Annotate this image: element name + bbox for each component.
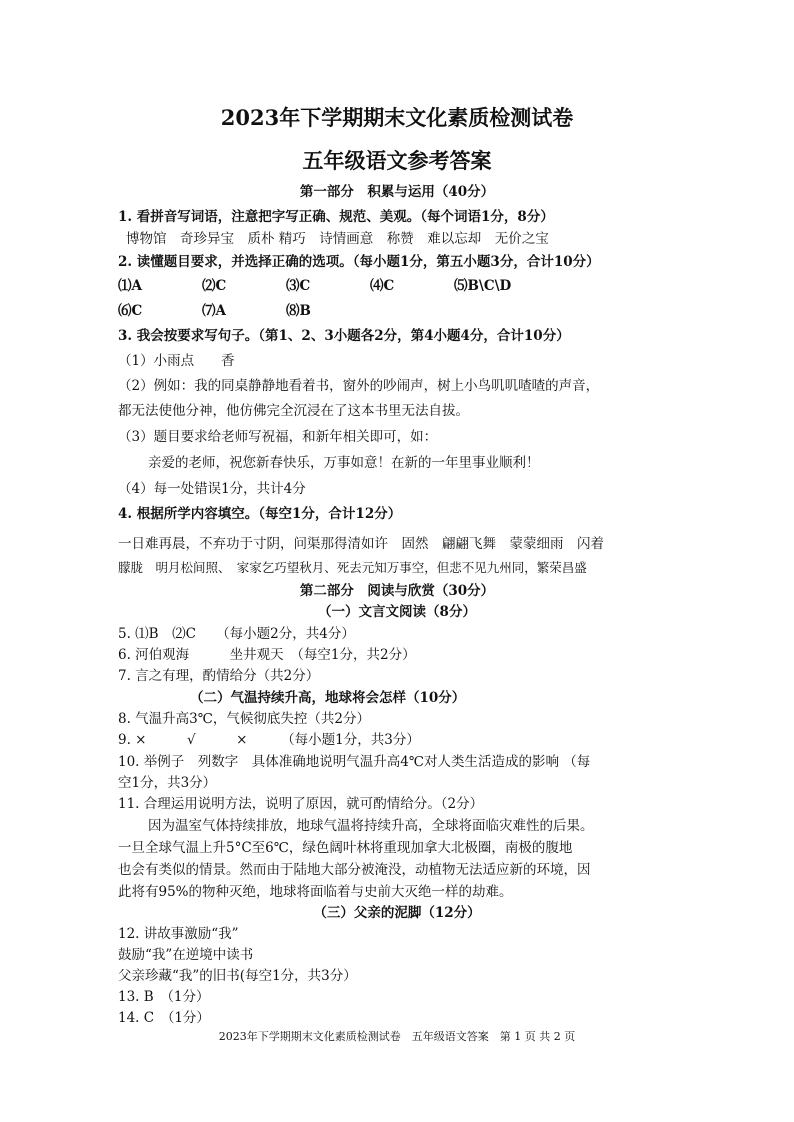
q3-answer-2-line1: （2）例如：我的同桌静静地看着书，窗外的吵闹声，树上小鸟叽叽喳喳的声音， <box>118 378 600 394</box>
q13-answer: 13. B （1分） <box>118 989 210 1005</box>
q14-answer: 14. C （1分） <box>118 1010 210 1026</box>
q2-option: ⑻B <box>286 303 311 319</box>
q2-option: ⑸B\C\D <box>454 278 512 294</box>
q12-answer-line3: 父亲珍藏“我”的旧书(每空1分，共3分） <box>118 968 357 984</box>
q10-answer-line2: 空1分，共3分） <box>118 775 217 791</box>
q4-prompt: 4. 根据所学内容填空。（每空1分，合计12分） <box>118 506 402 522</box>
q11-answer-line2: 一旦全球气温上升5°C至6℃，绿色阔叶林将重现加拿大北极圈，南极的腹地 <box>118 840 573 856</box>
page-footer: 2023年下学期期末文化素质检测试卷 五年级语文答案 第 1 页 共 2 页 <box>218 1030 576 1043</box>
q11-answer-line1: 因为温室气体持续排放，地球气温将持续升高，全球将面临灾难性的后果。 <box>148 818 594 834</box>
q3-answer-3-example: 亲爱的老师，祝您新春快乐，万事如意！在新的一年里事业顺利！ <box>148 455 540 471</box>
q2-option: ⑺A <box>202 303 226 319</box>
q8-answer: 8. 气温升高3℃，气候彻底失控（共2分） <box>118 711 370 727</box>
part2-heading: 第二部分 阅读与欣赏（30分） <box>299 583 495 599</box>
q1-answers: 博物馆 奇珍异宝 质朴 精巧 诗情画意 称赞 难以忘却 无价之宝 <box>126 231 549 247</box>
q2-option: ⑴A <box>118 278 142 294</box>
q12-answer-line1: 12. 讲故事激励“我” <box>118 926 239 942</box>
q2-option: ⑶C <box>286 278 311 294</box>
q12-answer-line2: 鼓励“我”在逆境中读书 <box>118 947 254 963</box>
q2-option: ⑷C <box>370 278 395 294</box>
part1-heading: 第一部分 积累与运用（40分） <box>299 184 495 200</box>
section2-heading: （二）气温持续升高，地球将会怎样（10分） <box>190 690 466 706</box>
document-subtitle: 五年级语文参考答案 <box>302 148 492 173</box>
q11-answer-line3: 也会有类似的情景。然而由于陆地大部分被淹没，动植物无法适应新的环境，因 <box>118 862 591 878</box>
q2-option: ⑹C <box>118 303 143 319</box>
q3-answer-1: （1）小雨点 香 <box>118 353 235 369</box>
document-title: 2023年下学期期末文化素质检测试卷 <box>220 105 574 130</box>
q3-answer-4: （4）每一处错误1分，共计4分 <box>118 481 306 497</box>
q3-answer-3: （3）题目要求给老师写祝福，和新年相关即可，如： <box>118 429 438 445</box>
q7-answer: 7. 言之有理，酌情给分（共2分） <box>118 668 320 684</box>
q2-prompt: 2. 读懂题目要求，并选择正确的选项。（每小题1分，第五小题3分，合计10分） <box>118 254 600 270</box>
q2-options-row1 <box>118 277 538 295</box>
q1-prompt: 1. 看拼音写词语，注意把字写正确、规范、美观。（每个词语1分，8分） <box>118 209 554 225</box>
q6-answer: 6. 河伯观海 坐井观天 （每空1分，共2分） <box>118 647 416 663</box>
q2-option: ⑵C <box>202 278 227 294</box>
q4-answer-line2: 朦胧 明月松间照、 家家乞巧望秋月、死去元知万事空，但悲不见九州同，繁荣昌盛 <box>118 560 587 575</box>
q2-options-row2 <box>118 302 370 320</box>
q11-prompt: 11. 合理运用说明方法，说明了原因，就可酌情给分。（2分） <box>118 796 484 812</box>
q4-answer-line1: 一日难再晨，不弃功于寸阴，问渠那得清如许 固然 翩翩飞舞 蒙蒙细雨 闪着 <box>118 536 604 552</box>
q11-answer-line4: 此将有95%的物种灭绝，地球将面临着与史前大灭绝一样的劫难。 <box>118 884 513 900</box>
q3-prompt: 3. 我会按要求写句子。（第1、2、3小题各2分，第4小题4分，合计10分） <box>118 328 570 344</box>
q9-answer: 9. × √ × （每小题1分，共3分） <box>118 732 420 748</box>
section1-heading: （一）文言文阅读（8分） <box>318 604 476 620</box>
q10-answer-line1: 10. 举例子 列数字 具体准确地说明气温升高4℃对人类生活造成的影响 （每 <box>118 754 591 770</box>
section3-heading: （三）父亲的泥脚（12分） <box>313 905 481 921</box>
q5-answer: 5. ⑴B ⑵C （每小题2分，共4分） <box>118 626 355 642</box>
q3-answer-2-line2: 都无法使他分神，他仿佛完全沉浸在了这本书里无法自拔。 <box>118 403 469 419</box>
